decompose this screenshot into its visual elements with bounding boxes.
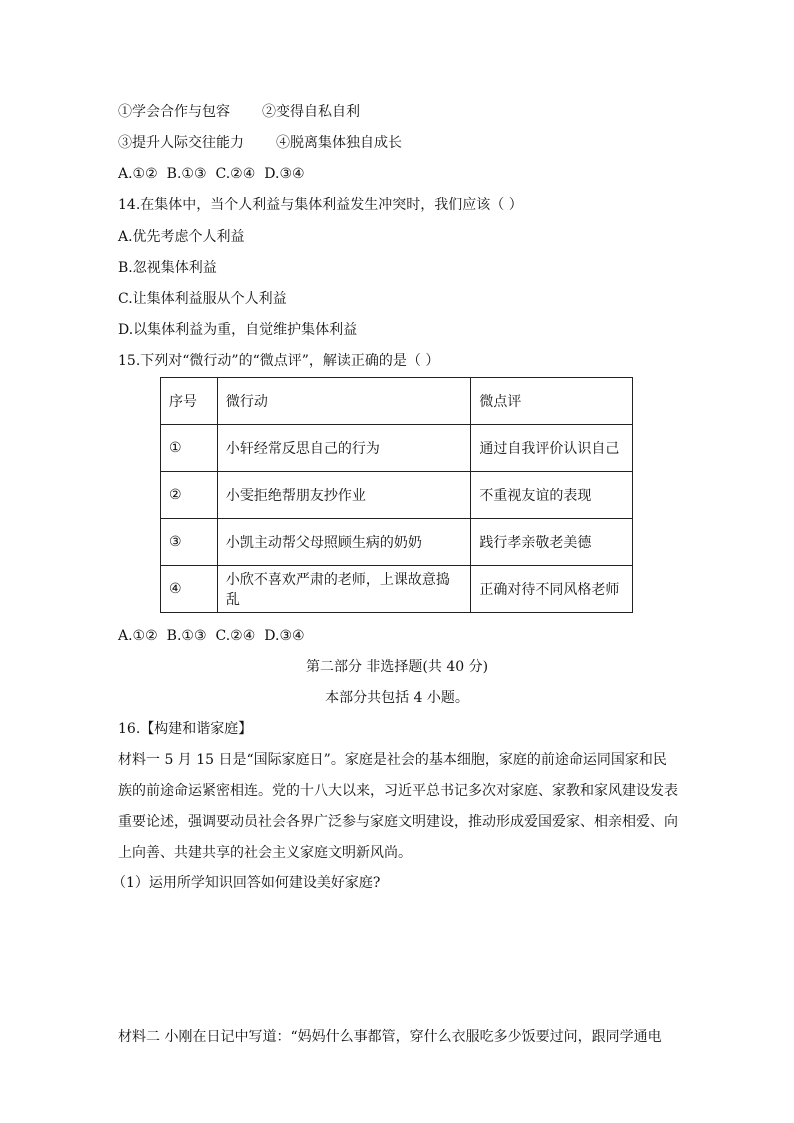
material-line: 重要论述，强调要动员社会各界广泛参与家庭文明建设，推动形成爱国爱家、相亲相爱、向 <box>118 814 678 830</box>
q14-stem: 14.在集体中，当个人利益与集体利益发生冲突时，我们应该（ ） <box>118 197 523 213</box>
table-header-cell: 微点评 <box>471 378 633 425</box>
q14-option-c: C.让集体利益服从个人利益 <box>118 291 287 307</box>
table-row <box>161 519 633 566</box>
q13-answers <box>118 164 314 184</box>
q14-option-a: A.优先考虑个人利益 <box>118 229 245 245</box>
table-cell: 小轩经常反思自己的行为 <box>217 425 470 472</box>
table-cell: 通过自我评价认识自己 <box>471 425 633 472</box>
table-row <box>161 566 633 613</box>
answer-choice: D.③④ <box>264 166 305 182</box>
table-cell: 践行孝亲敬老美德 <box>471 519 633 566</box>
material-line: 上向善、共建共享的社会主义家庭文明新风尚。 <box>118 845 412 861</box>
table-header-cell: 序号 <box>161 378 218 425</box>
q16-material1 <box>118 745 678 869</box>
q13-options-row2 <box>118 133 402 153</box>
answer-choice: C.②④ <box>215 628 256 644</box>
part2-subtitle: 本部分共包括 4 小题。 <box>325 690 469 706</box>
q16-heading: 16.【构建和谐家庭】 <box>118 721 253 737</box>
table-cell: 小雯拒绝帮朋友抄作业 <box>217 472 470 519</box>
q14-option-d: D.以集体利益为重，自觉维护集体利益 <box>118 322 358 338</box>
q15-table <box>160 377 633 613</box>
table-row <box>161 472 633 519</box>
q15-stem: 15.下列对“微行动”的“微点评”，解读正确的是（ ） <box>118 353 440 369</box>
table-header-cell: 微行动 <box>217 378 470 425</box>
table-cell: 不重视友谊的表现 <box>471 472 633 519</box>
answer-choice: C.②④ <box>215 166 256 182</box>
q14-option-b: B.忽视集体利益 <box>118 260 217 276</box>
q13-option-3: ③提升人际交往能力 <box>118 135 244 151</box>
q16-material2: 材料二 小刚在日记中写道：“妈妈什么事都管，穿什么衣服吃多少饭要过问，跟同学通电 <box>118 1029 662 1045</box>
table-cell: 小凯主动帮父母照顾生病的奶奶 <box>217 519 470 566</box>
table-cell: 正确对待不同风格老师 <box>471 566 633 613</box>
table-cell: ③ <box>161 519 218 566</box>
table-row <box>161 425 633 472</box>
answer-choice: A.①② <box>118 166 158 182</box>
table-cell: ① <box>161 425 218 472</box>
table-header-row <box>161 378 633 425</box>
answer-choice: D.③④ <box>264 628 305 644</box>
q16-sub-question-1: （1）运用所学知识回答如何建设美好家庭? <box>112 875 381 891</box>
q13-option-1: ①学会合作与包容 <box>118 104 230 120</box>
q15-answers <box>118 626 314 646</box>
material-line: 材料一 5 月 15 日是“国际家庭日”。家庭是社会的基本细胞，家庭的前途命运同国家和民 <box>118 752 667 768</box>
table-cell: ② <box>161 472 218 519</box>
part2-title: 第二部分 非选择题(共 40 分) <box>305 659 489 675</box>
answer-choice: B.①③ <box>166 628 207 644</box>
table-cell: ④ <box>161 566 218 613</box>
table-cell: 小欣不喜欢严肃的老师，上课故意捣乱 <box>217 566 470 613</box>
q13-options-row1 <box>118 102 360 122</box>
material-line: 族的前途命运紧密相连。党的十八大以来，习近平总书记多次对家庭、家教和家风建设发表 <box>118 783 678 799</box>
answer-choice: B.①③ <box>166 166 207 182</box>
q13-option-4: ④脱离集体独自成长 <box>276 135 402 151</box>
q13-option-2: ②变得自私自利 <box>262 104 360 120</box>
answer-choice: A.①② <box>118 628 158 644</box>
